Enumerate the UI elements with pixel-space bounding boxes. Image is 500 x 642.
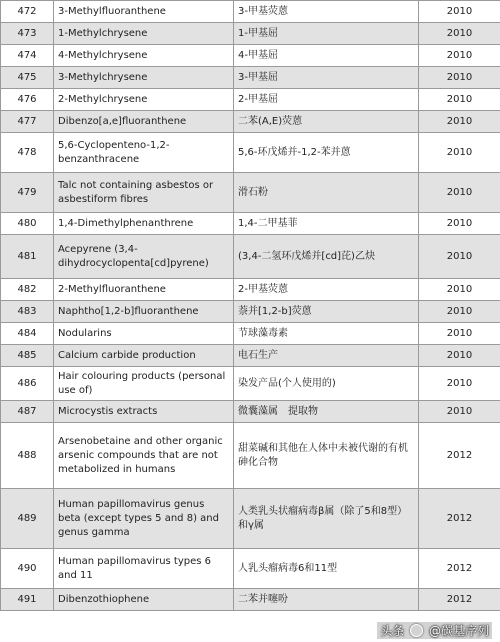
year-listed: 2010	[419, 301, 500, 323]
year-listed: 2010	[419, 89, 500, 111]
year-listed: 2010	[419, 279, 500, 301]
agent-name-chinese: 二苯(A,E)荧蒽	[234, 111, 419, 133]
agent-name-english: 4-Methylchrysene	[54, 45, 234, 67]
table-row	[1, 279, 500, 301]
year-listed: 2010	[419, 235, 500, 279]
row-number: 491	[1, 589, 54, 611]
agent-name-english: Acepyrene (3,4-dihydrocyclopenta[cd]pyrene)	[54, 235, 234, 279]
year-listed: 2012	[419, 489, 500, 549]
row-number: 484	[1, 323, 54, 345]
agent-name-english: Human papillomavirus types 6 and 11	[54, 549, 234, 589]
table-row	[1, 345, 500, 367]
table-row	[1, 589, 500, 611]
year-listed: 2010	[419, 173, 500, 213]
year-listed: 2010	[419, 45, 500, 67]
row-number: 480	[1, 213, 54, 235]
table-body	[1, 1, 500, 611]
table-row	[1, 23, 500, 45]
row-number: 489	[1, 489, 54, 549]
agent-name-english: Hair colouring products (personal use of)	[54, 367, 234, 401]
table-row	[1, 367, 500, 401]
agent-name-chinese: 1-甲基屈	[234, 23, 419, 45]
year-listed: 2010	[419, 1, 500, 23]
table-row	[1, 323, 500, 345]
row-number: 478	[1, 133, 54, 173]
year-listed: 2010	[419, 67, 500, 89]
row-number: 487	[1, 401, 54, 423]
watermark-logo-icon	[410, 624, 423, 637]
agent-name-chinese: 微囊藻属 提取物	[234, 401, 419, 423]
year-listed: 2010	[419, 345, 500, 367]
year-listed: 2010	[419, 133, 500, 173]
year-listed: 2010	[419, 213, 500, 235]
row-number: 482	[1, 279, 54, 301]
agent-name-chinese: 染发产品(个人使用的)	[234, 367, 419, 401]
agent-name-chinese: 二苯并噻吩	[234, 589, 419, 611]
row-number: 488	[1, 423, 54, 489]
watermark-author: @碳基序列	[428, 624, 489, 638]
agent-name-english: Nodularins	[54, 323, 234, 345]
agent-name-english: 2-Methylfluoranthene	[54, 279, 234, 301]
table-row	[1, 111, 500, 133]
agent-name-chinese: 萘并[1,2-b]荧蒽	[234, 301, 419, 323]
year-listed: 2010	[419, 401, 500, 423]
agent-name-english: Human papillomavirus genus beta (except types 5 and 8) and genus gamma	[54, 489, 234, 549]
table-row	[1, 489, 500, 549]
watermark-prefix: 头条	[380, 624, 405, 638]
row-number: 473	[1, 23, 54, 45]
agent-name-english: 3-Methylfluoranthene	[54, 1, 234, 23]
table-row	[1, 1, 500, 23]
table-row	[1, 549, 500, 589]
agent-name-chinese: 4-甲基屈	[234, 45, 419, 67]
agent-name-chinese: 人类乳头状瘤病毒β属（除了5和8型）和γ属	[234, 489, 419, 549]
agent-name-english: 1-Methylchrysene	[54, 23, 234, 45]
row-number: 472	[1, 1, 54, 23]
row-number: 475	[1, 67, 54, 89]
agent-name-english: Arsenobetaine and other organic arsenic compounds that are not metabolized in humans	[54, 423, 234, 489]
row-number: 476	[1, 89, 54, 111]
year-listed: 2012	[419, 423, 500, 489]
year-listed: 2010	[419, 23, 500, 45]
agent-name-chinese: 2-甲基屈	[234, 89, 419, 111]
table-row	[1, 423, 500, 489]
agent-name-english: Dibenzo[a,e]fluoranthene	[54, 111, 234, 133]
row-number: 477	[1, 111, 54, 133]
row-number: 479	[1, 173, 54, 213]
row-number: 486	[1, 367, 54, 401]
year-listed: 2012	[419, 589, 500, 611]
agent-name-english: Microcystis extracts	[54, 401, 234, 423]
year-listed: 2010	[419, 323, 500, 345]
agent-name-english: 1,4-Dimethylphenanthrene	[54, 213, 234, 235]
agent-name-chinese: 5,6-环戊烯并-1,2-苯并蒽	[234, 133, 419, 173]
table-row	[1, 213, 500, 235]
year-listed: 2010	[419, 367, 500, 401]
row-number: 481	[1, 235, 54, 279]
agent-name-english: 5,6-Cyclopenteno-1,2-benzanthracene	[54, 133, 234, 173]
agent-name-english: 2-Methylchrysene	[54, 89, 234, 111]
agent-name-english: Naphtho[1,2-b]fluoranthene	[54, 301, 234, 323]
table-row	[1, 235, 500, 279]
row-number: 474	[1, 45, 54, 67]
agent-name-chinese: 电石生产	[234, 345, 419, 367]
row-number: 490	[1, 549, 54, 589]
table-row	[1, 301, 500, 323]
agent-name-chinese: 甜菜碱和其他在人体中未被代谢的有机砷化合物	[234, 423, 419, 489]
agent-name-chinese: 节球藻毒素	[234, 323, 419, 345]
agent-name-chinese: 3-甲基荧蒽	[234, 1, 419, 23]
agent-name-chinese: (3,4-二氢环戊烯并[cd]芘)乙炔	[234, 235, 419, 279]
row-number: 483	[1, 301, 54, 323]
row-number: 485	[1, 345, 54, 367]
year-listed: 2010	[419, 111, 500, 133]
table-row	[1, 89, 500, 111]
table-row	[1, 133, 500, 173]
agent-name-chinese: 3-甲基屈	[234, 67, 419, 89]
agent-name-english: 3-Methylchrysene	[54, 67, 234, 89]
agent-name-english: Calcium carbide production	[54, 345, 234, 367]
agent-name-english: Talc not containing asbestos or asbestiform fibres	[54, 173, 234, 213]
table-row	[1, 67, 500, 89]
agent-name-english: Dibenzothiophene	[54, 589, 234, 611]
agent-name-chinese: 滑石粉	[234, 173, 419, 213]
year-listed: 2012	[419, 549, 500, 589]
agent-name-chinese: 1,4-二甲基菲	[234, 213, 419, 235]
table-row	[1, 45, 500, 67]
agent-name-chinese: 2-甲基荧蒽	[234, 279, 419, 301]
agent-name-chinese: 人乳头瘤病毒6和11型	[234, 549, 419, 589]
watermark	[377, 622, 492, 639]
table-row	[1, 173, 500, 213]
table-row	[1, 401, 500, 423]
